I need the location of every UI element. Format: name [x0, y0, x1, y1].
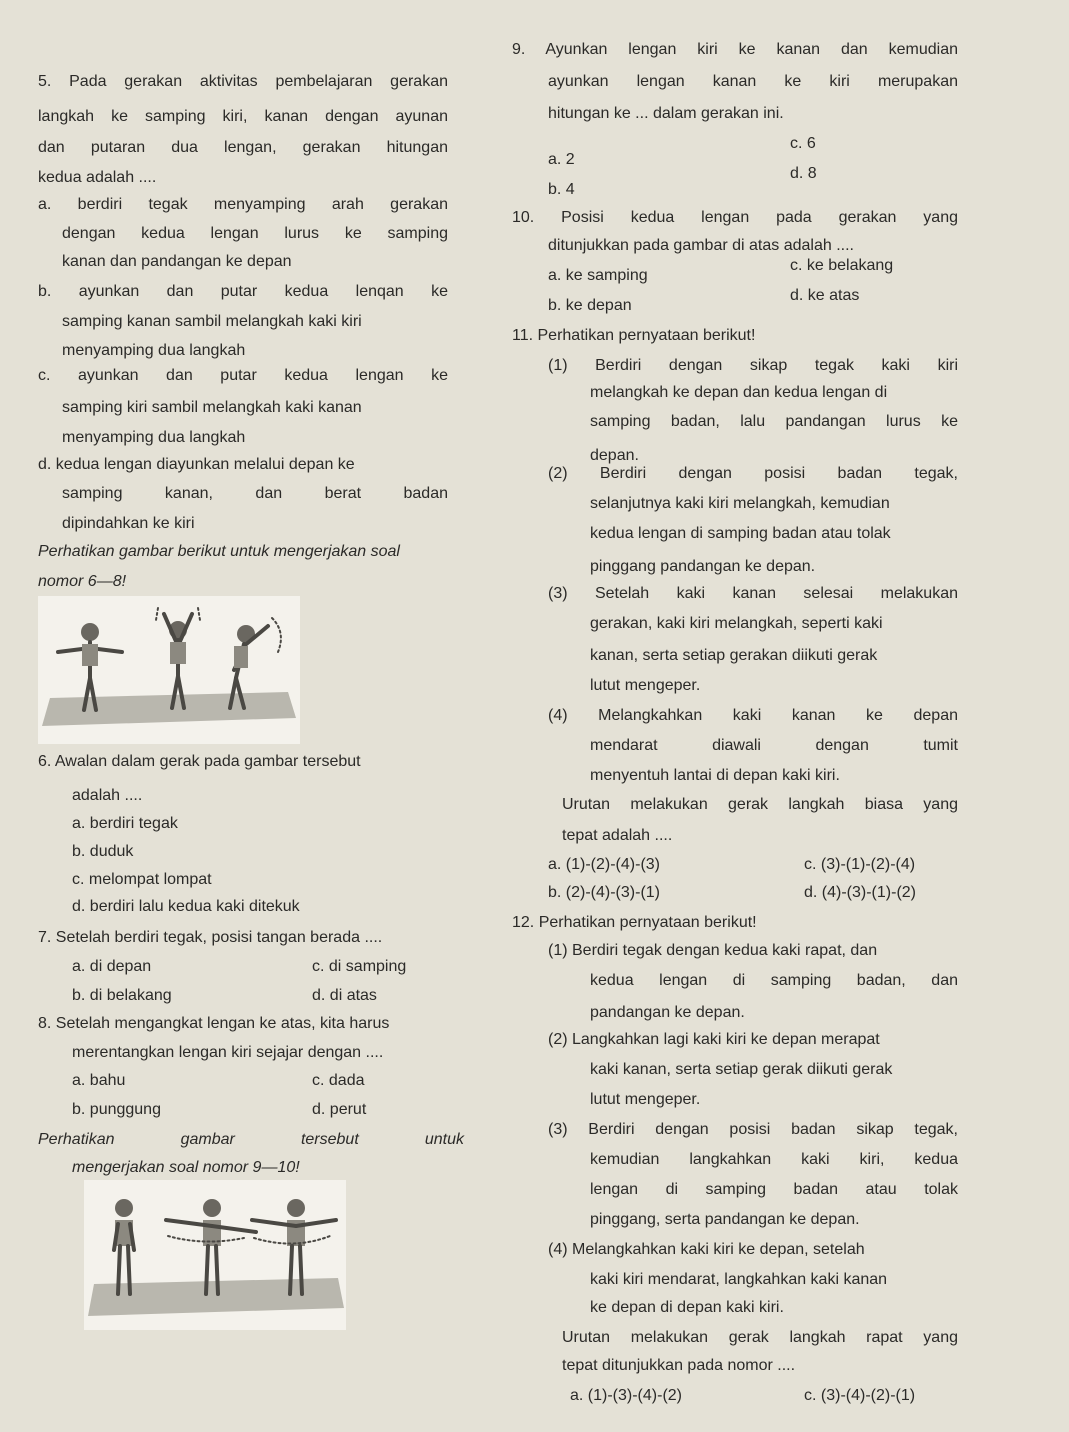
q12-statement-3-line-2: kemudian langkahkan kaki kiri, kedua — [590, 1151, 958, 1168]
q12-statement-2-line-2: kaki kanan, serta setiap gerak diikuti gerak — [590, 1061, 893, 1078]
q11-statement-1-line-3: samping badan, lalu pandangan lurus ke — [590, 413, 958, 430]
q7-option-a: a. di depan — [72, 958, 152, 975]
q12-statement-1-line-3: pandangan ke depan. — [590, 1004, 745, 1021]
q11-statement-4-line-2: mendarat diawali dengan tumit — [590, 737, 958, 754]
q11-statement-3-line-3: kanan, serta setiap gerakan diikuti gerak — [590, 647, 878, 664]
q11-option-d: d. (4)-(3)-(1)-(2) — [804, 884, 916, 901]
q5-option-b-1: b. ayunkan dan putar kedua lenqan ke — [38, 283, 448, 300]
q6-option-a: a. berdiri tegak — [72, 815, 178, 832]
q11-statement-1-line-2: melangkah ke depan dan kedua lengan di — [590, 384, 888, 401]
q10-option-b: b. ke depan — [548, 297, 632, 314]
q6-stem-2: adalah .... — [72, 787, 143, 804]
q5-option-a-2: dengan kedua lengan lurus ke samping — [62, 225, 448, 242]
q12-statement-2-line-1: (2) Langkahkan lagi kaki kiri ke depan merapat — [548, 1031, 880, 1048]
q11-statement-2-line-4: pinggang pandangan ke depan. — [590, 558, 816, 575]
q10-option-a: a. ke samping — [548, 267, 648, 284]
q5-option-a-3: kanan dan pandangan ke depan — [62, 253, 292, 270]
q5-option-c-1: c. ayunkan dan putar kedua lengan ke — [38, 367, 448, 384]
arms-sideways-illustration — [84, 1180, 346, 1330]
q5-option-d-2: samping kanan, dan berat badan — [62, 485, 448, 502]
q7-option-c: c. di samping — [312, 958, 407, 975]
q11-question-2: tepat adalah .... — [562, 827, 673, 844]
q10-stem-1: 10. Posisi kedua lengan pada gerakan yang — [512, 209, 958, 226]
q10-stem-2: ditunjukkan pada gambar di atas adalah .... — [548, 237, 854, 254]
q12-statement-3-line-3: lengan di samping badan atau tolak — [590, 1181, 958, 1198]
q7-stem: 7. Setelah berdiri tegak, posisi tangan berada .... — [38, 929, 383, 946]
q8-option-c: c. dada — [312, 1072, 365, 1089]
exercise-figure-1 — [38, 596, 300, 744]
q10-option-c: c. ke belakang — [790, 257, 894, 274]
q6-option-c: c. melompat lompat — [72, 871, 212, 888]
q11-statement-1-line-4: depan. — [590, 447, 639, 464]
q5-line-4: kedua adalah .... — [38, 169, 157, 186]
q10-option-d: d. ke atas — [790, 287, 860, 304]
child-2-figure — [156, 608, 200, 708]
child-5-figure — [166, 1199, 256, 1294]
q11-statement-2-line-1: (2) Berdiri dengan posisi badan tegak, — [548, 465, 958, 482]
q5-option-b-2: samping kanan sambil melangkah kaki kiri — [62, 313, 362, 330]
q11-statement-2-line-2: selanjutnya kaki kiri melangkah, kemudian — [590, 495, 890, 512]
q12-stem: 12. Perhatikan pernyataan berikut! — [512, 914, 757, 931]
q5-option-d-1: d. kedua lengan diayunkan melalui depan ke — [38, 456, 355, 473]
q11-statement-2-line-3: kedua lengan di samping badan atau tolak — [590, 525, 891, 542]
q8-option-b: b. punggung — [72, 1101, 161, 1118]
q12-statement-3-line-1: (3) Berdiri dengan posisi badan sikap tegak, — [548, 1121, 958, 1138]
q9-option-a: a. 2 — [548, 151, 575, 168]
q5-option-c-2: samping kiri sambil melangkah kaki kanan — [62, 399, 362, 416]
q6-option-d: d. berdiri lalu kedua kaki ditekuk — [72, 898, 300, 915]
q8-option-a: a. bahu — [72, 1072, 126, 1089]
q7-option-b: b. di belakang — [72, 987, 172, 1004]
q12-statement-1-line-2: kedua lengan di samping badan, dan — [590, 972, 958, 989]
q11-option-b: b. (2)-(4)-(3)-(1) — [548, 884, 660, 901]
q11-statement-4-line-3: menyentuh lantai di depan kaki kiri. — [590, 767, 840, 784]
instruction-9-10-line-1: Perhatikan gambar tersebut untuk — [38, 1131, 464, 1148]
instruction-6-8-line-2: nomor 6—8! — [38, 573, 127, 590]
q5-line-2: langkah ke samping kiri, kanan dengan ayunan — [38, 108, 448, 125]
q11-option-c: c. (3)-(1)-(2)-(4) — [804, 856, 916, 873]
q5-option-a-1: a. berdiri tegak menyamping arah gerakan — [38, 196, 448, 213]
instruction-6-8-line-1: Perhatikan gambar berikut untuk mengerjakan soal — [38, 543, 400, 560]
q12-statement-3-line-4: pinggang, serta pandangan ke depan. — [590, 1211, 860, 1228]
q12-question-1: Urutan melakukan gerak langkah rapat yang — [562, 1329, 958, 1346]
q5-line-3: dan putaran dua lengan, gerakan hitungan — [38, 139, 448, 156]
q5-option-d-3: dipindahkan ke kiri — [62, 515, 195, 532]
q9-option-b: b. 4 — [548, 181, 575, 198]
q11-statement-3-line-4: lutut mengeper. — [590, 677, 701, 694]
child-4-figure — [114, 1199, 134, 1294]
mat-shape — [42, 692, 296, 726]
q6-stem-1: 6. Awalan dalam gerak pada gambar tersebut — [38, 753, 361, 770]
q11-question-1: Urutan melakukan gerak langkah biasa yang — [562, 796, 958, 813]
q8-option-d: d. perut — [312, 1101, 367, 1118]
q9-option-d: d. 8 — [790, 165, 817, 182]
q6-option-b: b. duduk — [72, 843, 134, 860]
q8-stem-1: 8. Setelah mengangkat lengan ke atas, kita harus — [38, 1015, 390, 1032]
q8-stem-2: merentangkan lengan kiri sejajar dengan .... — [72, 1044, 384, 1061]
q9-stem-1: 9. Ayunkan lengan kiri ke kanan dan kemudian — [512, 41, 958, 58]
q12-statement-4-line-3: ke depan di depan kaki kiri. — [590, 1299, 784, 1316]
instruction-9-10-line-2: mengerjakan soal nomor 9—10! — [72, 1159, 300, 1176]
q11-statement-3-line-2: gerakan, kaki kiri melangkah, seperti kaki — [590, 615, 883, 632]
q11-statement-1-line-1: (1) Berdiri dengan sikap tegak kaki kiri — [548, 357, 958, 374]
q12-question-2: tepat ditunjukkan pada nomor .... — [562, 1357, 796, 1374]
q11-stem: 11. Perhatikan pernyataan berikut! — [512, 327, 756, 344]
q12-option-a: a. (1)-(3)-(4)-(2) — [570, 1387, 682, 1404]
q9-stem-3: hitungan ke ... dalam gerakan ini. — [548, 105, 784, 122]
q9-stem-2: ayunkan lengan kanan ke kiri merupakan — [548, 73, 958, 90]
q11-statement-4-line-1: (4) Melangkahkan kaki kanan ke depan — [548, 707, 958, 724]
q12-statement-4-line-2: kaki kiri mendarat, langkahkan kaki kanan — [590, 1271, 888, 1288]
q11-statement-3-line-1: (3) Setelah kaki kanan selesai melakukan — [548, 585, 958, 602]
q5-option-c-3: menyamping dua langkah — [62, 429, 246, 446]
q12-statement-4-line-1: (4) Melangkahkan kaki kiri ke depan, setelah — [548, 1241, 865, 1258]
q7-option-d: d. di atas — [312, 987, 377, 1004]
arm-swing-illustration — [38, 596, 300, 744]
q5-line-1: 5. Pada gerakan aktivitas pembelajaran gerakan — [38, 73, 448, 90]
q12-statement-2-line-3: lutut mengeper. — [590, 1091, 701, 1108]
q9-option-c: c. 6 — [790, 135, 816, 152]
q11-option-a: a. (1)-(2)-(4)-(3) — [548, 856, 660, 873]
q12-option-c: c. (3)-(4)-(2)-(1) — [804, 1387, 916, 1404]
exercise-figure-2 — [84, 1180, 346, 1330]
q12-statement-1-line-1: (1) Berdiri tegak dengan kedua kaki rapat, dan — [548, 942, 878, 959]
q5-option-b-3: menyamping dua langkah — [62, 342, 246, 359]
